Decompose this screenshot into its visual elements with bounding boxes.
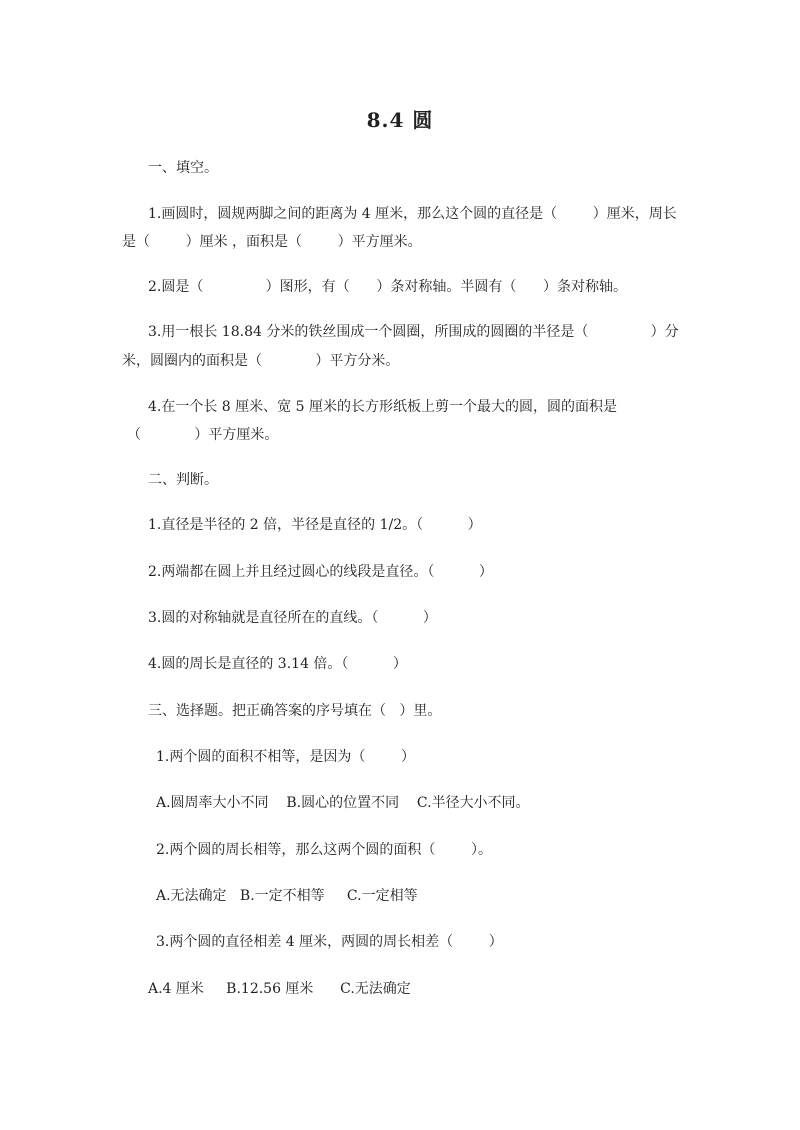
choice-q1: 1.两个圆的面积不相等，是因为（ ） xyxy=(156,749,415,765)
section-judgement-heading: 二、判断。 xyxy=(148,472,218,488)
choice-q3-options: A.4 厘米 B.12.56 厘米 C.无法确定 xyxy=(148,981,411,997)
judgement-q1: 1.直径是半径的 2 倍，半径是直径的 1/2。（ ） xyxy=(148,517,482,533)
choice-q3: 3.两个圆的直径相差 4 厘米，两圆的周长相差（ ） xyxy=(156,934,503,950)
section-fill-blank-heading: 一、填空。 xyxy=(148,160,218,176)
judgement-q2: 2.两端都在圆上并且经过圆心的线段是直径。（ ） xyxy=(148,564,493,580)
fill-blank-q1-line2: 是（ ）厘米 ，面积是（ ）平方厘米。 xyxy=(122,234,422,250)
page-title: 8.4 圆 xyxy=(366,108,434,132)
choice-q1-options: A.圆周率大小不同 B.圆心的位置不同 C.半径大小不同。 xyxy=(156,795,530,811)
choice-q2-options: A.无法确定 B.一定不相等 C.一定相等 xyxy=(156,888,418,904)
fill-blank-q4-line1: 4.在一个长 8 厘米、宽 5 厘米的长方形纸板上剪一个最大的圆，圆的面积是 xyxy=(148,399,617,415)
section-choice-heading: 三、选择题。把正确答案的序号填在（ ）里。 xyxy=(148,703,442,719)
fill-blank-q4-line2: （ ）平方厘米。 xyxy=(127,427,279,443)
fill-blank-q3-line2: 米，圆圈内的面积是（ ）平方分米。 xyxy=(122,353,400,369)
judgement-q3: 3.圆的对称轴就是直径所在的直线。（ ） xyxy=(148,610,437,626)
judgement-q4: 4.圆的周长是直径的 3.14 倍。（ ） xyxy=(148,656,407,672)
choice-q2: 2.两个圆的周长相等，那么这两个圆的面积（ ）。 xyxy=(156,842,492,858)
fill-blank-q1-line1: 1.画圆时，圆规两脚之间的距离为 4 厘米，那么这个圆的直径是（ ）厘米，周长 xyxy=(148,206,677,222)
fill-blank-q2: 2.圆是（ ）图形，有（ ）条对称轴。半圆有（ ）条对称轴。 xyxy=(148,279,628,295)
fill-blank-q3-line1: 3.用一根长 18.84 分米的铁丝围成一个圆圈，所围成的圆圈的半径是（ ）分 xyxy=(148,324,679,340)
